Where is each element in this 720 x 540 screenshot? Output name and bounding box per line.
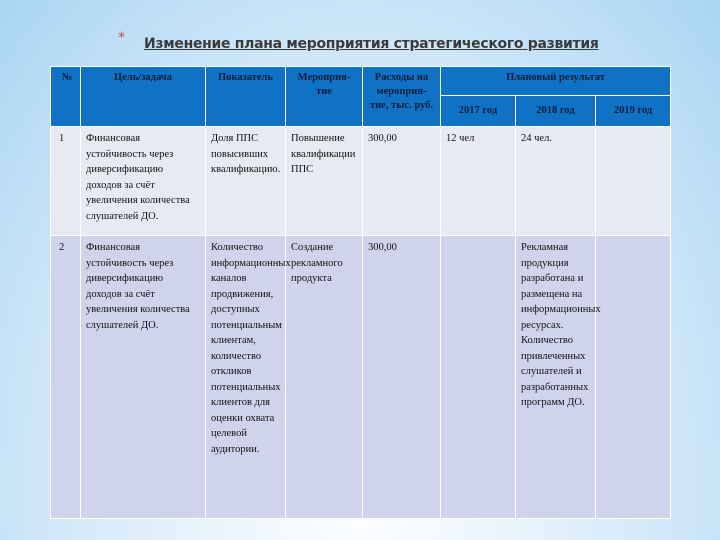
header-event: Мероприя-тие	[286, 67, 363, 127]
cell-num: 1	[51, 127, 81, 236]
cell-2019	[596, 127, 671, 236]
table-row	[51, 127, 671, 236]
cell-event: Повышение квалификации ППС	[286, 127, 363, 236]
table-row	[51, 236, 671, 519]
cell-num: 2	[51, 236, 81, 519]
header-year-2019: 2019 год	[596, 96, 671, 127]
cell-2018: 24 чел.	[516, 127, 596, 236]
header-row	[51, 67, 671, 96]
header-num: №	[51, 67, 81, 127]
header-year-2017: 2017 год	[441, 96, 516, 127]
header-goal: Цель/задача	[81, 67, 206, 127]
cell-2019	[596, 236, 671, 519]
cell-2017: 12 чел	[441, 127, 516, 236]
header-year-2018: 2018 год	[516, 96, 596, 127]
cell-expenses: 300,00	[363, 127, 441, 236]
header-indicator: Показатель	[206, 67, 286, 127]
header-expenses: Расходы на мероприя-тие, тыс. руб.	[363, 67, 441, 127]
header-planned-result: Плановый результат	[441, 67, 671, 96]
cell-indicator: Доля ППС повысивших квалификацию.	[206, 127, 286, 236]
slide-title-block	[118, 30, 618, 54]
cell-goal: Финансовая устойчивость через диверсификацию доходов за счёт увеличения количества слушателей ДО.	[81, 127, 206, 236]
cell-indicator: Количество информационных каналов продвижения, доступных потенциальным клиентам, количество откликов потенциальных клиентов для оценки охвата целевой аудитории.	[206, 236, 286, 519]
bullet-icon: *	[118, 30, 125, 46]
cell-expenses: 300,00	[363, 236, 441, 519]
cell-event: Создание рекламного продукта	[286, 236, 363, 519]
cell-2018: Рекламная продукция разработана и размещена на информационных ресурсах. Количество привлеченных слушателей и разработанных программ ДО.	[516, 236, 596, 519]
slide-title: Изменение плана мероприятия стратегического развития	[144, 36, 599, 52]
strategic-plan-table	[50, 66, 671, 519]
cell-goal: Финансовая устойчивость через диверсификацию доходов за счёт увеличения количества слушателей ДО.	[81, 236, 206, 519]
cell-2017	[441, 236, 516, 519]
